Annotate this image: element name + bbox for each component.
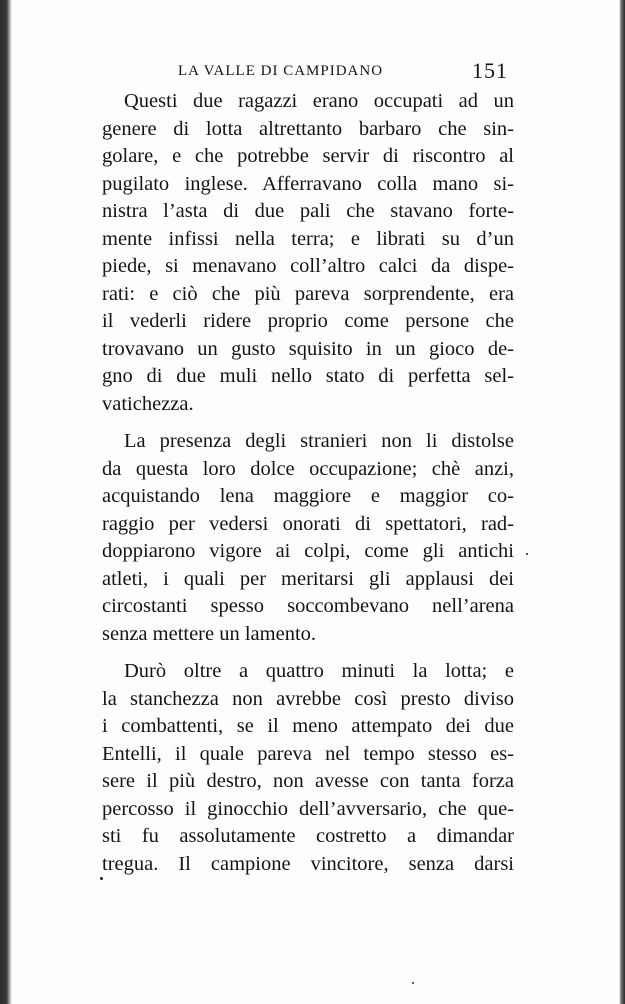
text-line: rati: e ciò che più pareva sorprendente, era (102, 282, 514, 305)
text-line: piede, si menavano coll’altro calci da dispe- (102, 255, 514, 277)
text-line: da questa loro dolce occupazione; chè anzi, (102, 457, 514, 480)
text-line: genere di lotta altrettanto barbaro che sin- (102, 117, 514, 140)
text-line: raggio per vedersi onorati di spettatori, rad- (102, 512, 514, 535)
ink-speck (100, 877, 103, 880)
paragraph-2 (102, 428, 514, 648)
text-line: acquistando lena maggiore e maggior co- (102, 485, 514, 507)
text-line: i combattenti, se il meno attempato dei due (102, 715, 514, 737)
text-line: mente infissi nella terra; e librati su d’un (102, 227, 514, 250)
text-line: Durò oltre a quattro minuti la lotta; e (124, 660, 514, 682)
text-line: La presenza degli stranieri non li distolse (124, 430, 514, 452)
running-title: LA VALLE DI CAMPIDANO (178, 63, 384, 79)
text-line: Entelli, il quale pareva nel tempo stesso es- (102, 742, 514, 765)
text-line: Questi due ragazzi erano occupati ad un (124, 90, 514, 112)
text-line: senza mettere un lamento. (102, 622, 317, 645)
text-line: nistra l’asta di due pali che stavano forte- (102, 200, 514, 222)
text-line: il vederli ridere proprio come persone che (102, 310, 514, 332)
text-line: trovavano un gusto squisito in un gioco de- (102, 337, 514, 360)
paragraph-1 (102, 88, 514, 418)
body-text (102, 88, 514, 878)
text-line: sti fu assolutamente costretto a dimandar (102, 825, 514, 847)
paragraph-gap (102, 418, 514, 428)
text-line: pugilato inglese. Afferravano colla mano si- (102, 172, 514, 195)
ink-speck (412, 982, 414, 984)
text-line: sere il più destro, non avesse con tanta forza (102, 770, 514, 792)
text-line: doppiarono vigore ai colpi, come gli antichi (102, 540, 514, 562)
text-line: la stanchezza non avrebbe così presto diviso (102, 687, 514, 710)
ink-speck (526, 553, 528, 555)
text-line: golare, e che potrebbe servir di riscontro al (102, 145, 514, 167)
page-edge-shadow (619, 0, 625, 1004)
page-header (178, 60, 508, 84)
text-line: percosso il ginocchio dell’avversario, che que- (102, 797, 514, 820)
text-line: circostanti spesso soccombevano nell’arena (102, 595, 514, 617)
page-binding-shadow (0, 0, 12, 1004)
page-number: 151 (472, 58, 508, 83)
text-line: vatichezza. (102, 392, 194, 415)
text-line: tregua. Il campione vincitore, senza darsi (102, 852, 514, 875)
paragraph-3 (102, 658, 514, 878)
text-line: gno di due muli nello stato di perfetta sel- (102, 365, 514, 387)
text-line: atleti, i quali per meritarsi gli applausi dei (102, 567, 514, 590)
paragraph-gap (102, 648, 514, 658)
